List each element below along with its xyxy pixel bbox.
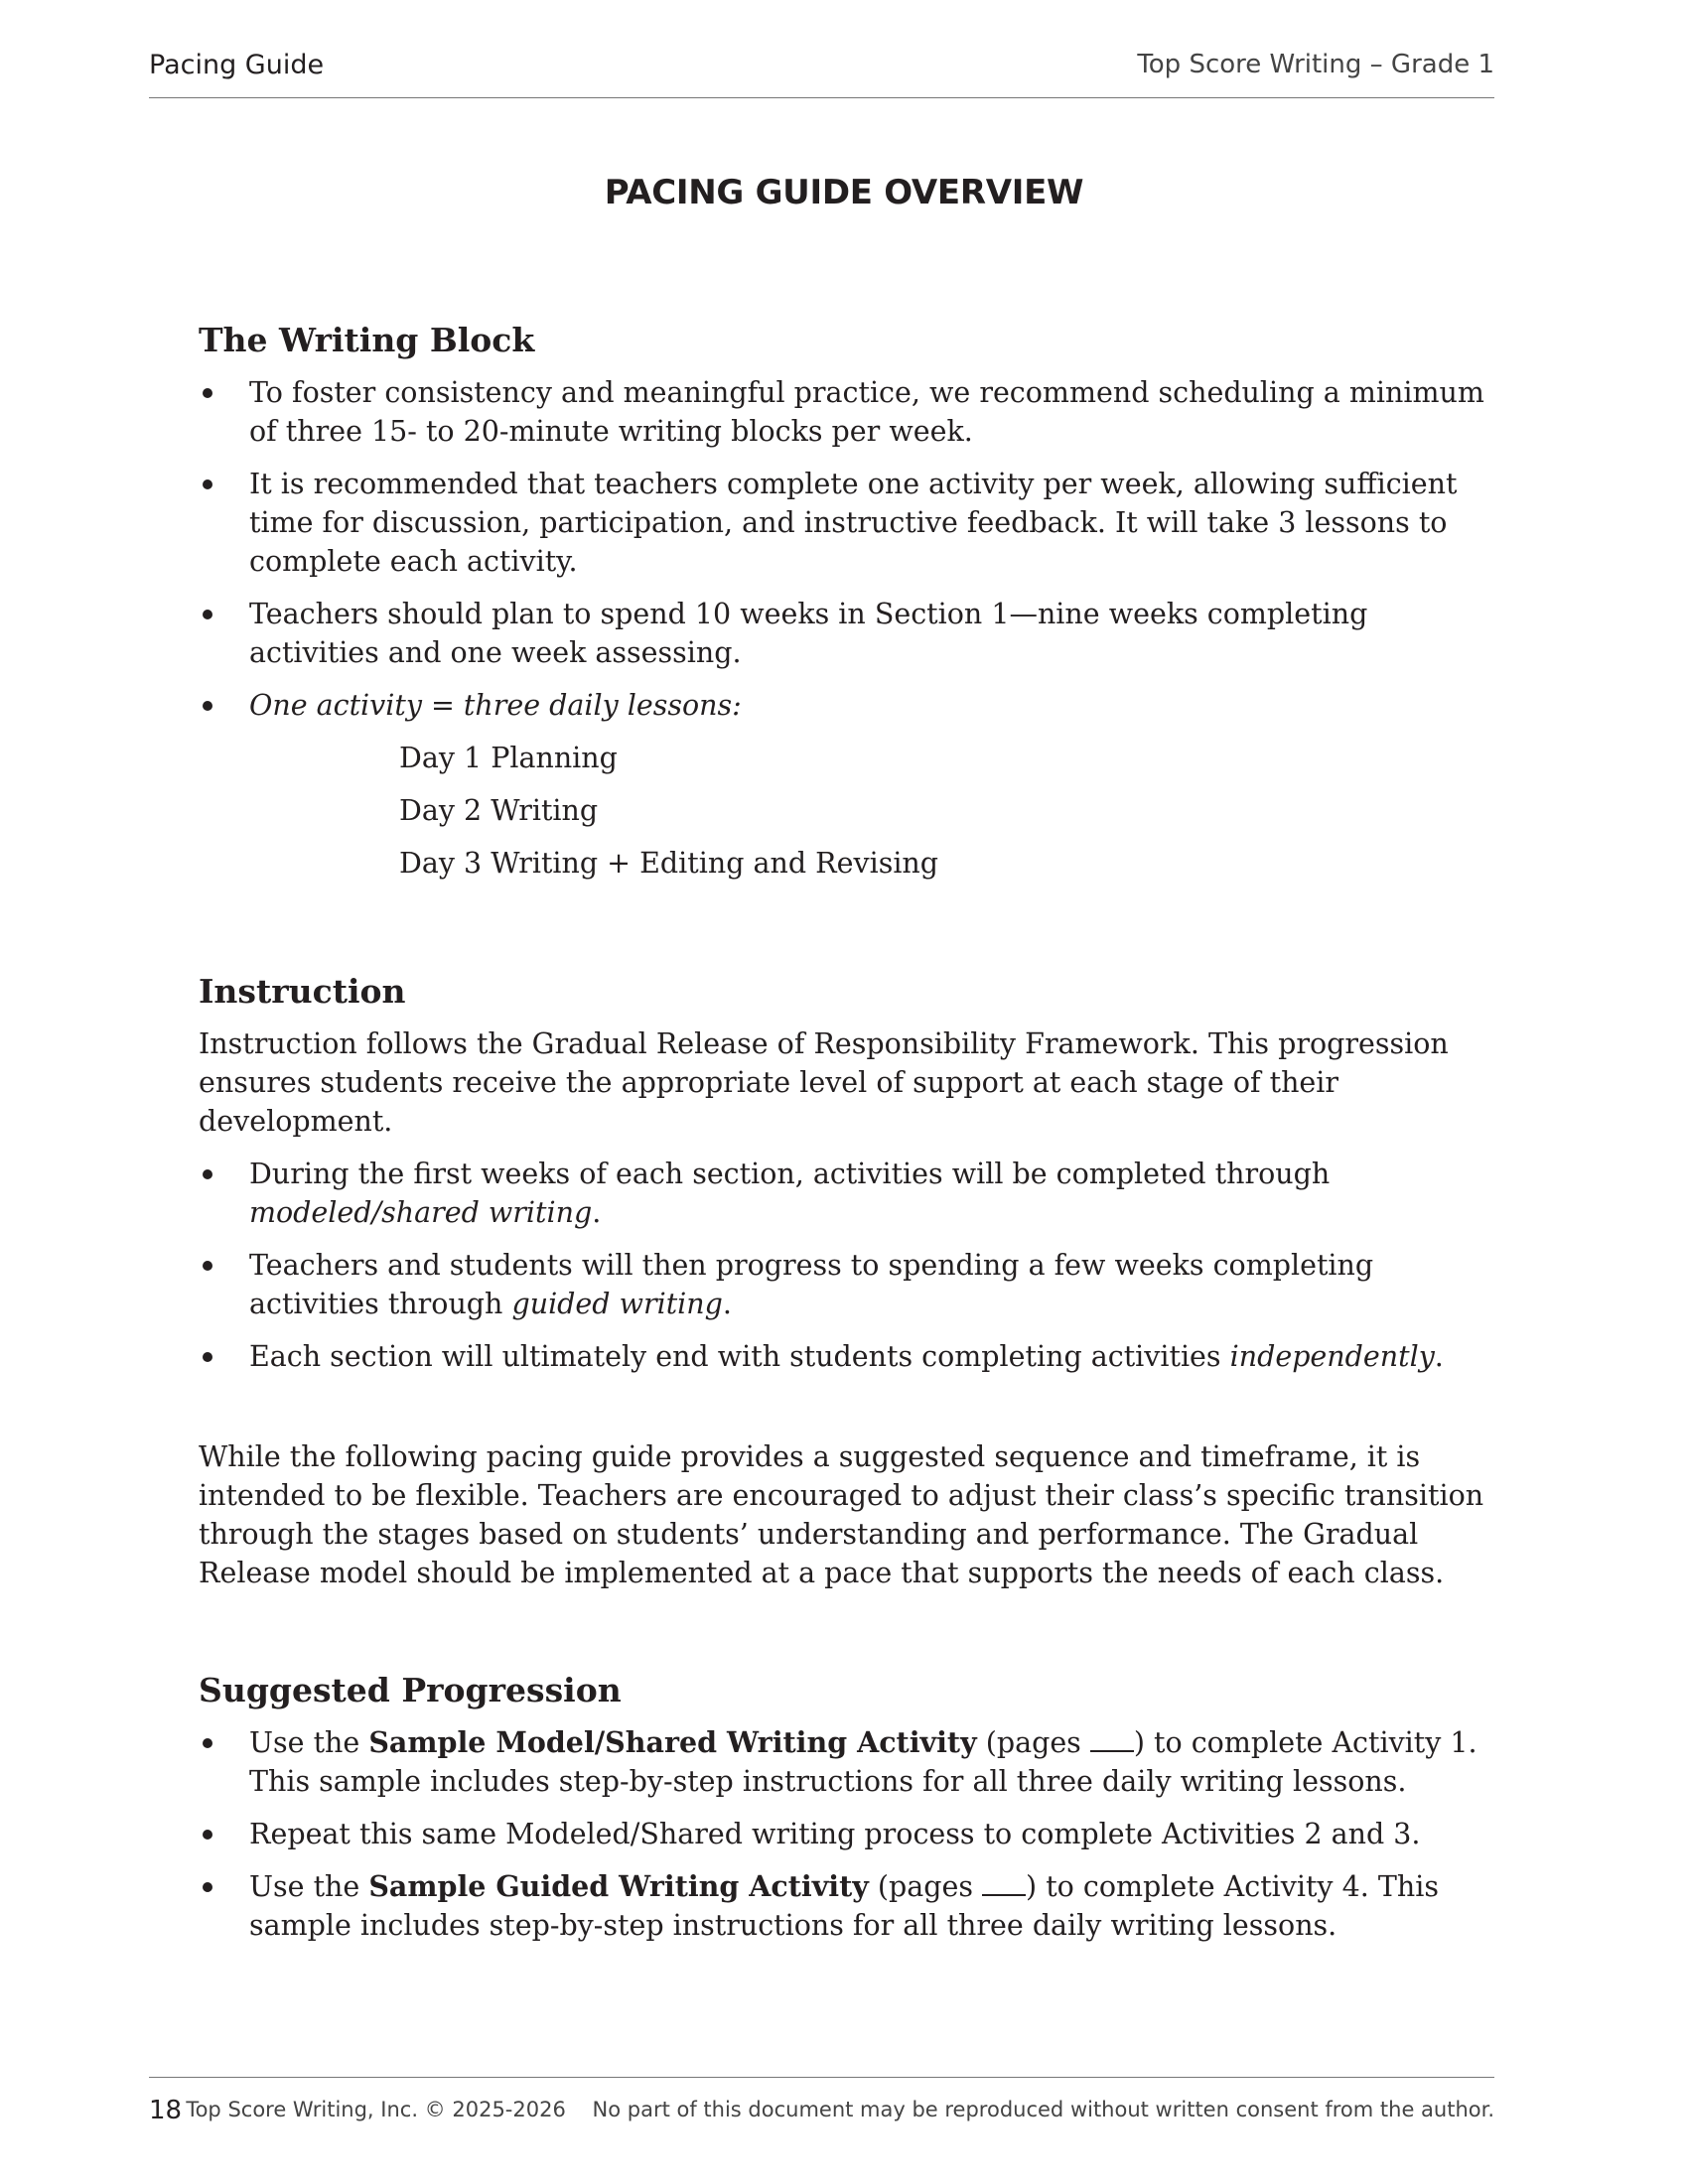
page-blank xyxy=(982,1870,1026,1896)
list-item: One activity = three daily lessons: Day 1 Planning Day 2 Writing Day 3 Writing + Editing and Revising xyxy=(199,686,1499,883)
bullet-icon xyxy=(203,1882,212,1892)
bullet-icon xyxy=(203,610,212,619)
bullet-icon xyxy=(203,1261,212,1271)
list-item: Teachers and students will then progress to spending a few weeks completing activities through guided writing. xyxy=(199,1246,1499,1323)
list-item: Teachers should plan to spend 10 weeks in Section 1—nine weeks completing activities and one week assessing. xyxy=(199,595,1499,672)
progression-list xyxy=(199,1723,1499,1945)
bullet-icon xyxy=(203,1352,212,1362)
progression-heading: Suggested Progression xyxy=(199,1671,622,1709)
list-item: Each section will ultimately end with students completing activities independently. xyxy=(199,1337,1499,1376)
lesson-item: Day 1 Planning xyxy=(399,742,618,774)
list-item: Repeat this same Modeled/Shared writing process to complete Activities 2 and 3. xyxy=(199,1815,1499,1853)
bullet-icon xyxy=(203,388,212,398)
list-item: It is recommended that teachers complete one activity per week, allowing sufficient time for discussion, participation, and instructive feedback. It will take 3 lessons to complete each activity. xyxy=(199,465,1499,581)
daily-lessons-list xyxy=(249,739,1499,883)
instruction-list xyxy=(199,1155,1499,1376)
page-number: 18 xyxy=(149,2096,183,2125)
header-book-title: Top Score Writing – Grade 1 xyxy=(1137,50,1494,79)
header-section-label: Pacing Guide xyxy=(149,50,325,80)
copyright-notice: Top Score Writing, Inc. © 2025-2026 No part of this document may be reproduced without written consent from the author. xyxy=(186,2098,1494,2121)
writing-block-heading: The Writing Block xyxy=(199,321,535,359)
lesson-item: Day 2 Writing xyxy=(399,794,599,827)
writing-block-list xyxy=(199,373,1499,883)
instruction-closing-paragraph: While the following pacing guide provides a suggested sequence and timeframe, it is intended to be flexible. Teachers are encouraged to adjust their class’s specific transition through the stages based on students’ understanding and performance. The Gradual Release model should be implemented at a pace that supports the needs of each class. xyxy=(199,1440,1484,1589)
list-item: Use the Sample Model/Shared Writing Activity (pages ) to complete Activity 1. This sample includes step-by-step instructions for all three daily writing lessons. xyxy=(199,1723,1499,1801)
list-item: During the first weeks of each section, activities will be completed through modeled/shared writing. xyxy=(199,1155,1499,1232)
page-header xyxy=(149,46,1494,98)
progression-section xyxy=(199,1668,1499,1959)
page-title: PACING GUIDE OVERVIEW xyxy=(604,173,1084,212)
bullet-icon xyxy=(203,1169,212,1179)
instruction-heading: Instruction xyxy=(199,972,406,1011)
list-item: To foster consistency and meaningful practice, we recommend scheduling a minimum of three 15- to 20-minute writing blocks per week. xyxy=(199,373,1499,451)
lesson-item: Day 3 Writing + Editing and Revising xyxy=(399,847,939,880)
bullet-icon xyxy=(203,1830,212,1840)
bullet-icon xyxy=(203,1738,212,1748)
instruction-section xyxy=(199,969,1499,1592)
writing-block-section xyxy=(199,318,1499,896)
bullet-icon xyxy=(203,479,212,489)
list-item: Use the Sample Guided Writing Activity (pages ) to complete Activity 4. This sample includes step-by-step instructions for all three daily writing lessons. xyxy=(199,1867,1499,1945)
page-footer xyxy=(149,2077,1494,2125)
bullet-icon xyxy=(203,701,212,711)
instruction-intro: Instruction follows the Gradual Release of Responsibility Framework. This progression ensures students receive the appropriate level of support at each stage of their development. xyxy=(199,1027,1449,1138)
page-blank xyxy=(1090,1726,1134,1752)
